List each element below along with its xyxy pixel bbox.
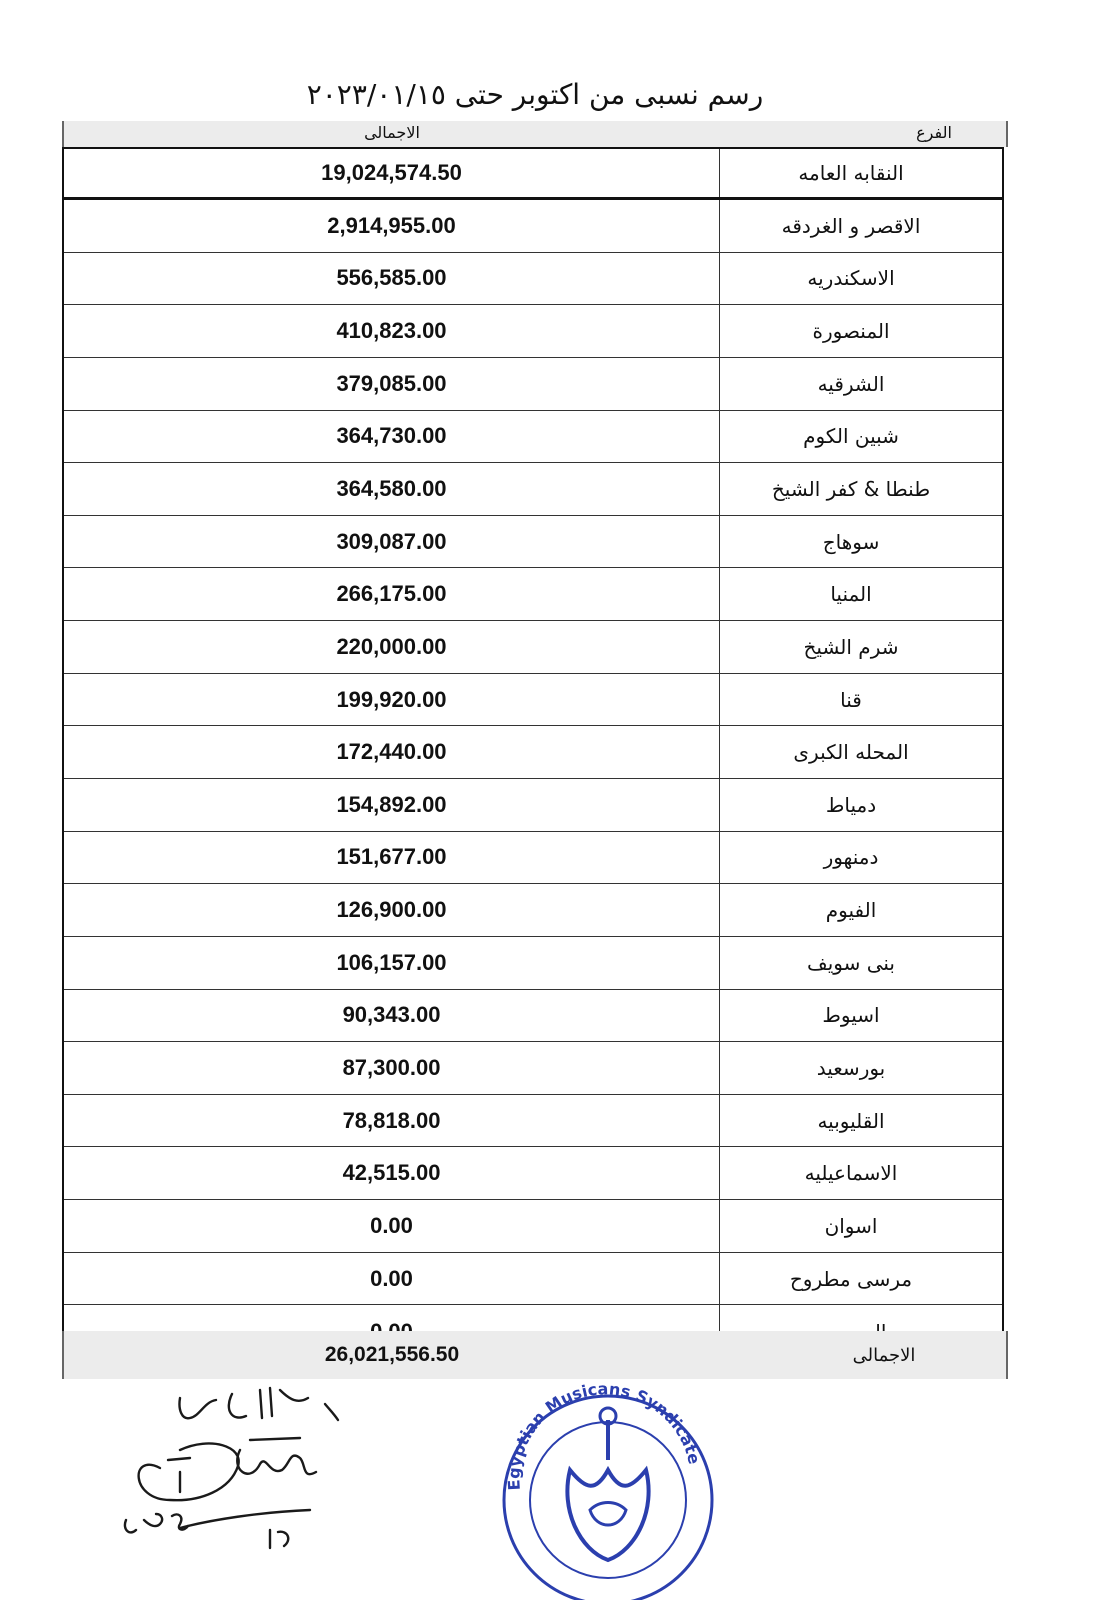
grand-total-value: 26,021,556.50 <box>324 1343 460 1366</box>
row-total: 0.00 <box>64 1253 720 1305</box>
table-header <box>62 121 1008 147</box>
table-row <box>64 1147 1002 1200</box>
header-total: الاجمالى <box>364 123 420 142</box>
row-total: 90,343.00 <box>64 990 720 1042</box>
table-row <box>64 884 1002 937</box>
branch-totals-table <box>62 147 1004 1360</box>
table-row <box>64 568 1002 621</box>
row-total: 220,000.00 <box>64 621 720 673</box>
row-branch: اسيوط <box>822 1003 880 1028</box>
table-row <box>64 832 1002 885</box>
table-row <box>64 253 1002 306</box>
table-row <box>64 516 1002 569</box>
row-total: 309,087.00 <box>64 516 720 568</box>
table-row <box>64 621 1002 674</box>
row-total: 556,585.00 <box>64 253 720 305</box>
table-row <box>64 779 1002 832</box>
row-branch: طنطا & كفر الشيخ <box>771 476 931 501</box>
row-branch: الاسكندريه <box>807 266 895 291</box>
row-branch: النقابه العامه <box>798 161 904 185</box>
row-total: 42,515.00 <box>64 1147 720 1199</box>
row-total: 151,677.00 <box>64 832 720 884</box>
row-total: 126,900.00 <box>64 884 720 936</box>
row-total: 199,920.00 <box>64 674 720 726</box>
table-row <box>64 463 1002 516</box>
row-total: 106,157.00 <box>64 937 720 989</box>
table-row <box>64 305 1002 358</box>
row-branch: بورسعيد <box>816 1055 886 1080</box>
row-branch: الاسماعيليه <box>804 1161 898 1186</box>
row-total: 87,300.00 <box>64 1042 720 1094</box>
table-row <box>64 726 1002 779</box>
row-total: 266,175.00 <box>64 568 720 620</box>
row-branch: الفيوم <box>825 898 877 923</box>
row-total: 364,730.00 <box>64 411 720 463</box>
row-total: 19,024,574.50 <box>64 149 720 197</box>
row-branch: شرم الشيخ <box>803 634 899 659</box>
row-total: 410,823.00 <box>64 305 720 357</box>
row-branch: مرسى مطروح <box>789 1266 913 1291</box>
row-total: 154,892.00 <box>64 779 720 831</box>
row-branch: اسوان <box>824 1213 878 1238</box>
table-row <box>64 674 1002 727</box>
syndicate-stamp <box>490 1360 720 1600</box>
row-branch: المحله الكبرى <box>793 740 909 765</box>
table-row <box>64 990 1002 1043</box>
table-row <box>64 1253 1002 1306</box>
grand-total-label: الاجمالى <box>852 1344 916 1366</box>
row-branch: الشرقيه <box>817 371 885 396</box>
row-total: 0.00 <box>64 1200 720 1252</box>
row-branch: دمنهور <box>823 845 879 870</box>
row-branch: شبين الكوم <box>803 424 899 449</box>
table-row <box>64 200 1002 253</box>
stamp-text: Egyptian Musicans Syndicate <box>504 1379 705 1491</box>
document-title: رسم نسبى من اكتوبر حتى ٢٠٢٣/٠١/١٥ <box>306 78 764 111</box>
row-branch: بنى سويف <box>807 950 895 975</box>
row-branch: المنصورة <box>812 319 890 344</box>
row-total: 364,580.00 <box>64 463 720 515</box>
table-row <box>64 1095 1002 1148</box>
row-branch: سوهاج <box>822 529 880 554</box>
row-branch: دمياط <box>825 792 877 817</box>
table-row <box>64 149 1002 200</box>
row-branch: الاقصر و الغردقه <box>781 213 921 238</box>
row-branch: القليوبيه <box>817 1108 885 1133</box>
table-row <box>64 937 1002 990</box>
row-total: 2,914,955.00 <box>64 200 720 252</box>
table-row <box>64 358 1002 411</box>
row-total: 78,818.00 <box>64 1095 720 1147</box>
row-total: 379,085.00 <box>64 358 720 410</box>
table-row <box>64 1042 1002 1095</box>
header-branch: الفرع <box>916 123 952 142</box>
row-total: 172,440.00 <box>64 726 720 778</box>
handwritten-signature <box>120 1380 370 1560</box>
table-row <box>64 411 1002 464</box>
table-row <box>64 1200 1002 1253</box>
row-branch: قنا <box>840 687 862 712</box>
row-branch: المنيا <box>830 582 872 607</box>
